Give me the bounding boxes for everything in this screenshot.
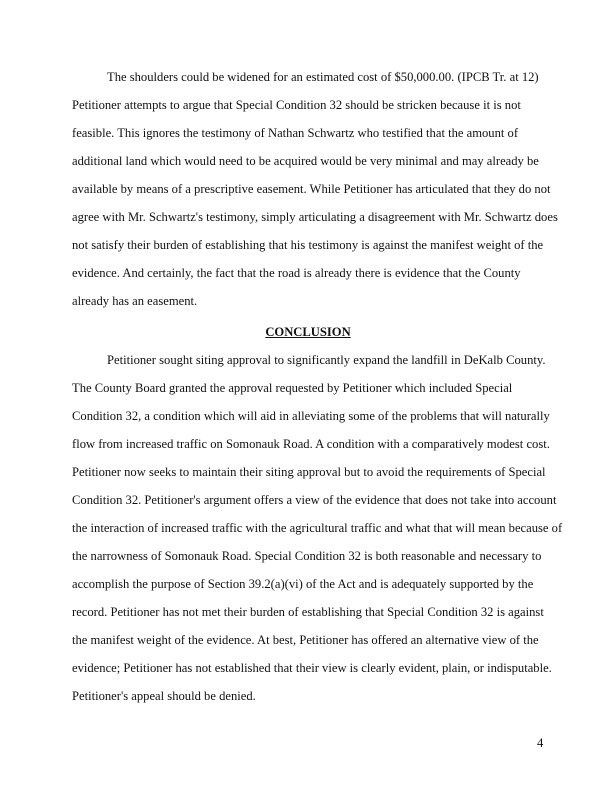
text-line: Petitioner attempts to argue that Special Condition 32 should be stricken because it is not — [72, 98, 521, 112]
text-line: the narrowness of Somonauk Road. Special Condition 32 is both reasonable and necessary to — [72, 549, 542, 563]
section-heading: CONCLUSION — [265, 325, 351, 339]
text-line: evidence. And certainly, the fact that the road is already there is evidence that the County — [72, 266, 521, 280]
text-line: Petitioner now seeks to maintain their siting approval but to avoid the requirements of Special — [72, 465, 546, 479]
text-line: evidence; Petitioner has not established that their view is clearly evident, plain, or indisputable. — [72, 661, 552, 675]
text-line: the interaction of increased traffic with the agricultural traffic and what that will mean because of — [72, 521, 563, 535]
text-line: agree with Mr. Schwartz's testimony, simply articulating a disagreement with Mr. Schwartz does — [72, 210, 558, 224]
text-line: The shoulders could be widened for an estimated cost of $50,000.00. (IPCB Tr. at 12) — [107, 70, 539, 84]
text-line: flow from increased traffic on Somonauk Road. A condition with a comparatively modest cost. — [72, 437, 550, 451]
text-line: accomplish the purpose of Section 39.2(a)(vi) of the Act and is adequately supported by the — [72, 577, 534, 591]
text-line: feasible. This ignores the testimony of Nathan Schwartz who testified that the amount of — [72, 126, 519, 140]
text-line: additional land which would need to be acquired would be very minimal and may already be — [72, 154, 539, 168]
text-line: Petitioner sought siting approval to significantly expand the landfill in DeKalb County. — [107, 353, 546, 367]
text-line: The County Board granted the approval requested by Petitioner which included Special — [72, 381, 513, 395]
text-line: Condition 32. Petitioner's argument offers a view of the evidence that does not take into account — [72, 493, 557, 507]
text-line: record. Petitioner has not met their burden of establishing that Special Condition 32 is against — [72, 605, 544, 619]
page-number: 4 — [537, 736, 544, 750]
text-line: Petitioner's appeal should be denied. — [72, 689, 256, 703]
text-line: Condition 32, a condition which will aid in alleviating some of the problems that will naturally — [72, 409, 550, 423]
text-line: already has an easement. — [72, 294, 198, 308]
text-line: the manifest weight of the evidence. At best, Petitioner has offered an alternative view of the — [72, 633, 539, 647]
text-line: available by means of a prescriptive easement. While Petitioner has articulated that they do not — [72, 182, 551, 196]
text-line: not satisfy their burden of establishing that his testimony is against the manifest weight of the — [72, 238, 544, 252]
